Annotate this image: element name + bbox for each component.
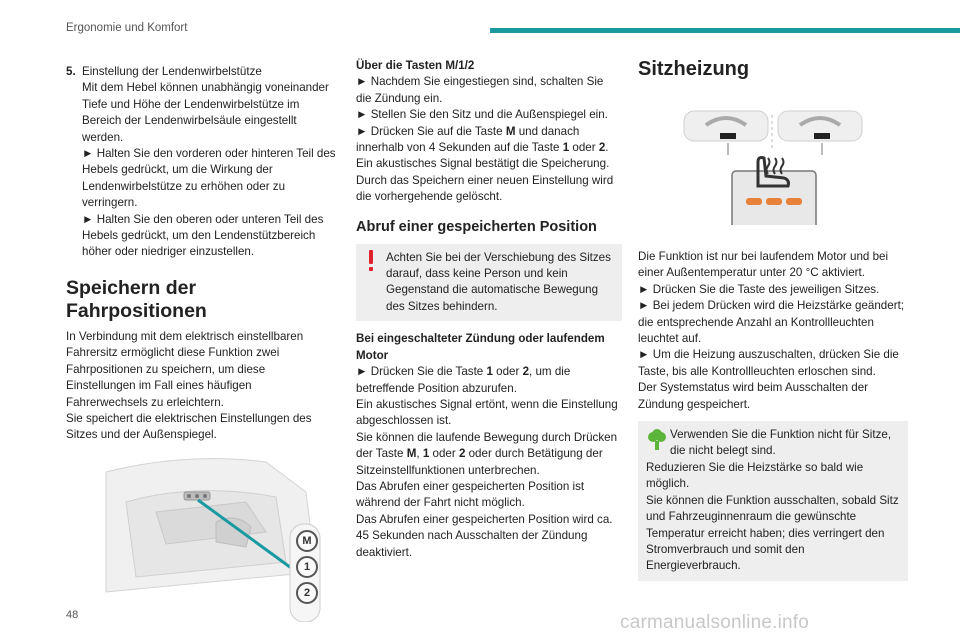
memory-button-2[interactable]: 2 <box>296 582 318 604</box>
item-title: Einstellung der Lendenwirbelstütze <box>82 65 262 78</box>
memory-button-m[interactable]: M <box>296 530 318 552</box>
eco-text: Reduzieren Sie die Heizstärke so bald wie möglich. <box>646 460 864 491</box>
step: ► Stellen Sie den Sitz und die Außenspiegel ein. <box>356 108 608 122</box>
memory-button-1[interactable]: 1 <box>296 556 318 578</box>
item-text: Mit dem Hebel können unabhängig voneinander Tiefe und Höhe der Lendenwirbelstütze im Bereich der Lendenwirbelsäule eingestellt werden. <box>82 81 329 144</box>
exclamation-icon <box>366 250 376 272</box>
eco-tip-box <box>638 421 908 581</box>
paragraph: In Verbindung mit dem elektrisch einstellbaren Fahrersitz ermöglicht diese Funktion zwei Fahrpositionen zu speichern, um diese Einstellungen im Fall eines häufigen Fahrerwechsels zu erleichtern. <box>66 329 304 409</box>
eco-text: Verwenden Sie die Funktion nicht für Sitze, die nicht belegt sind. <box>670 428 892 458</box>
eco-text: Sie können die Funktion ausschalten, sobald Sitz und Fahrzeuginnenraum die gewünschte Temperatur erreicht haben; dies verringert den Stromverbrauch und somit den Energieverbrauch. <box>646 493 899 573</box>
paragraph: Sie speichert die elektrischen Einstellungen des Sitzes und der Außenspiegel. <box>66 411 312 442</box>
step: ► Drücken Sie die Taste 1 oder 2, um die betreffende Position abzurufen. <box>356 365 571 395</box>
step: ► Um die Heizung auszuschalten, drücken Sie die Taste, bis alle Kontrollleuchten erloschen sind. <box>638 348 899 378</box>
column-2 <box>356 58 622 561</box>
section-heading: Abruf einer gespeicherten Position <box>356 218 597 235</box>
item-step: ► Halten Sie den vorderen oder hinteren Teil des Hebels gedrückt, um die Wirkung der Lendenwirbelstütze zu erhöhen oder zu verringern. <box>82 147 336 210</box>
seat-heat-icon <box>734 146 814 212</box>
paragraph: Ein akustisches Signal ertönt, wenn die Einstellung abgeschlossen ist. <box>356 397 618 428</box>
paragraph: Der Systemstatus wird beim Ausschalten der Zündung gespeichert. <box>638 381 869 411</box>
step: ► Nachdem Sie eingestiegen sind, schalten Sie die Zündung ein. <box>356 75 604 105</box>
paragraph: Das Abrufen einer gespeicherten Position wird ca. 45 Sekunden nach Ausschalten der Zündung deaktiviert. <box>356 512 613 559</box>
subheading: Bei eingeschalteter Zündung oder laufendem Motor <box>356 332 605 362</box>
header-accent-bar <box>490 28 960 33</box>
column-3 <box>638 58 908 581</box>
paragraph: Durch das Speichern einer neuen Einstellung wird die vorhergehende gelöscht. <box>356 173 614 204</box>
paragraph: Die Funktion ist nur bei laufendem Motor und bei einer Außentemperatur unter 20 °C aktiviert. <box>638 250 889 280</box>
memory-seat-illustration <box>66 452 336 622</box>
paragraph: Das Abrufen einer gespeicherten Position ist während der Fahrt nicht möglich. <box>356 479 585 510</box>
page-number: 48 <box>66 609 79 621</box>
subheading: Über die Tasten M/1/2 <box>356 59 475 72</box>
warning-box <box>356 244 622 322</box>
step: ► Drücken Sie auf die Taste M und danach innerhalb von 4 Sekunden auf die Taste 1 oder 2. <box>356 124 609 155</box>
running-header: Ergonomie und Komfort <box>66 22 188 34</box>
seat-heating-button[interactable] <box>734 146 814 212</box>
section-heading: Speichern der Fahrpositionen <box>66 276 207 322</box>
step: ► Drücken Sie die Taste des jeweiligen Sitzes. <box>638 282 880 296</box>
warning-text: Achten Sie bei der Verschiebung des Sitzes darauf, dass keine Person und kein Gegenstand die automatische Bewegung des Sitzes behindern. <box>386 250 611 313</box>
item-step: ► Halten Sie den oberen oder unteren Teil des Hebels gedrückt, um den Lendenstützbereich höher oder niedriger einzustellen. <box>82 212 324 259</box>
paragraph: Ein akustisches Signal bestätigt die Speicherung. <box>356 157 610 171</box>
step: ► Bei jedem Drücken wird die Heizstärke geändert; die entsprechende Anzahl an Kontrollleuchten leuchtet auf. <box>638 299 905 346</box>
watermark: carmanualsonline.info <box>620 612 810 633</box>
paragraph: Sie können die laufende Bewegung durch Drücken der Taste M, 1 oder 2 oder durch Betätigung der Sitzeinstellfunktionen unterbrechen. <box>356 430 618 477</box>
list-item-5 <box>66 64 336 261</box>
item-number: 5. <box>66 65 76 78</box>
eco-tree-icon <box>646 429 668 451</box>
column-1 <box>66 64 336 622</box>
section-heading: Sitzheizung <box>638 58 750 80</box>
